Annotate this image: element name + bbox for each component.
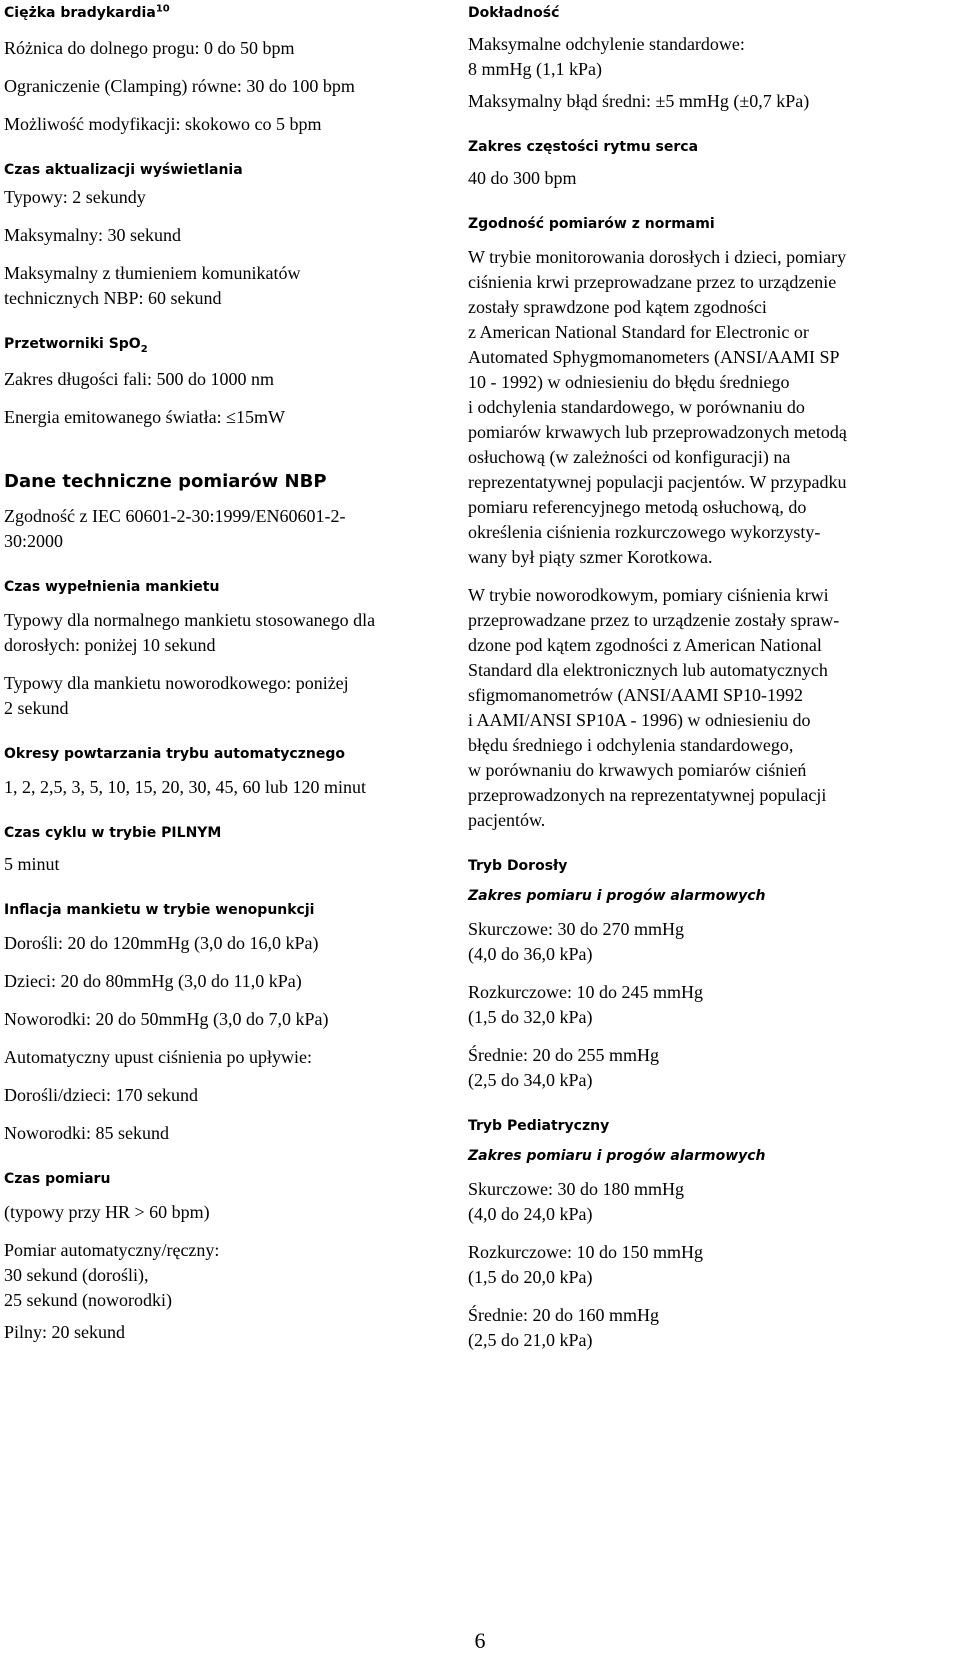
- pulse-range-value: 40 do 300 bpm: [468, 168, 577, 188]
- cuff-fill-heading: Czas wypełnienia mankietu: [4, 579, 220, 595]
- page-number: 6: [474, 1628, 486, 1653]
- venipuncture-heading: Inflacja mankietu w trybie wenopunkcji: [4, 902, 315, 918]
- spo2-line: Energia emitowanego światła: ≤15mW: [4, 407, 285, 427]
- adult-mode-heading: Tryb Dorosły: [468, 858, 568, 874]
- accuracy-line: Maksymalny błąd średni: ±5 mmHg (±0,7 kPa): [468, 91, 810, 111]
- venipuncture-line: Dzieci: 20 do 80mmHg (3,0 do 11,0 kPa): [4, 971, 302, 991]
- measure-time-line: (typowy przy HR > 60 bpm): [4, 1202, 210, 1222]
- display-update-line: Maksymalny: 30 sekund: [4, 225, 181, 245]
- cuff-fill-line: Typowy dla normalnego mankietu stosowanego dla dorosłych: poniżej 10 sekund: [4, 610, 376, 655]
- adult-range: Skurczowe: 30 do 270 mmHg (4,0 do 36,0 kPa): [468, 919, 684, 964]
- left-column: [4, 0, 456, 1358]
- adult-range: Średnie: 20 do 255 mmHg (2,5 do 34,0 kPa): [468, 1045, 659, 1090]
- auto-repeat-heading: Okresy powtarzania trybu automatycznego: [4, 746, 345, 762]
- bradycardia-line: Ograniczenie (Clamping) równe: 30 do 100 bpm: [4, 76, 355, 96]
- accuracy-heading: Dokładność: [468, 5, 560, 21]
- display-update-line: Typowy: 2 sekundy: [4, 187, 146, 207]
- stat-cycle-heading: Czas cyklu w trybie PILNYM: [4, 825, 222, 841]
- spo2-line: Zakres długości fali: 500 do 1000 nm: [4, 369, 274, 389]
- accuracy-line: Maksymalne odchylenie standardowe: 8 mmHg (1,1 kPa): [468, 34, 745, 79]
- measure-time-line: Pilny: 20 sekund: [4, 1322, 126, 1342]
- footnote-marker: 10: [155, 3, 170, 15]
- adult-range: Rozkurczowe: 10 do 245 mmHg (1,5 do 32,0 kPa): [468, 982, 703, 1027]
- bradycardia-line: Różnica do dolnego progu: 0 do 50 bpm: [4, 38, 295, 58]
- pediatric-mode-heading: Tryb Pediatryczny: [468, 1118, 610, 1134]
- measure-time-heading: Czas pomiaru: [4, 1171, 111, 1187]
- nbp-title: Dane techniczne pomiarów NBP: [4, 471, 327, 492]
- pulse-range-heading: Zakres częstości rytmu serca: [468, 139, 699, 155]
- venipuncture-line: Dorośli/dzieci: 170 sekund: [4, 1085, 198, 1105]
- venipuncture-line: Dorośli: 20 do 120mmHg (3,0 do 16,0 kPa): [4, 933, 319, 953]
- pediatric-range: Skurczowe: 30 do 180 mmHg (4,0 do 24,0 kPa): [468, 1179, 684, 1224]
- standards-paragraph: W trybie noworodkowym, pomiary ciśnienia krwi przeprowadzane przez to urządzenie zostały spraw- dzone pod kątem zgodności z American National Standard dla elektronicznych lub automatycznych sfigmomanometrów (ANSI/AAMI SP10-1992 i AAMI/ANSI SP10A - 1996) w odniesieniu do błędu średniego i odchylenia standardowego, w porównaniu do krwawych pomiarów ciśnień przeprowadzonych na reprezentatywnej populacji pacjentów.: [468, 585, 840, 830]
- spo2-heading: Przetworniki SpO$_2$: [4, 336, 148, 355]
- venipuncture-line: Automatyczny upust ciśnienia po upływie:: [4, 1047, 312, 1067]
- standards-paragraph: W trybie monitorowania dorosłych i dzieci, pomiary ciśnienia krwi przeprowadzane przez to urządzenie zostały sprawdzone pod kątem zgodności z American National Standard for Electronic or Automated Sphygmomanometers (ANSI/AAMI SP 10 - 1992) w odniesieniu do błędu średniego i odchylenia standardowego, w porównaniu do pomiarów krwawych lub przeprowadzonych metodą osłuchową (w zależności od konfiguracji) na reprezentatywnej populacji pacjentów. W przypadku pomiaru referencyjnego metodą osłuchową, do określenia ciśnienia rozkurczowego wykorzysty- wany był piąty szmer Korotkowa.: [468, 247, 847, 567]
- adult-alarm-heading: Zakres pomiaru i progów alarmowych: [468, 888, 766, 904]
- display-update-line: Maksymalny z tłumieniem komunikatów technicznych NBP: 60 sekund: [4, 263, 301, 308]
- measure-time-line: Pomiar automatyczny/ręczny: 30 sekund (dorośli), 25 sekund (noworodki): [4, 1240, 220, 1310]
- display-update-heading: Czas aktualizacji wyświetlania: [4, 162, 243, 178]
- cuff-fill-line: Typowy dla mankietu noworodkowego: poniżej 2 sekund: [4, 673, 349, 718]
- venipuncture-line: Noworodki: 85 sekund: [4, 1123, 169, 1143]
- pediatric-alarm-heading: Zakres pomiaru i progów alarmowych: [468, 1148, 766, 1164]
- bradycardia-heading: Ciężka bradykardia$^{10}$: [4, 3, 170, 21]
- pediatric-range: Rozkurczowe: 10 do 150 mmHg (1,5 do 20,0 kPa): [468, 1242, 703, 1287]
- standards-heading: Zgodność pomiarów z normami: [468, 216, 715, 232]
- nbp-compliance: Zgodność z IEC 60601-2-30:1999/EN60601-2- 30:2000: [4, 506, 346, 551]
- venipuncture-line: Noworodki: 20 do 50mmHg (3,0 do 7,0 kPa): [4, 1009, 329, 1029]
- stat-cycle-value: 5 minut: [4, 854, 60, 874]
- pediatric-range: Średnie: 20 do 160 mmHg (2,5 do 21,0 kPa): [468, 1305, 659, 1350]
- auto-repeat-value: 1, 2, 2,5, 3, 5, 10, 15, 20, 30, 45, 60 lub 120 minut: [4, 777, 367, 797]
- right-column: [468, 0, 940, 1366]
- bradycardia-line: Możliwość modyfikacji: skokowo co 5 bpm: [4, 114, 322, 134]
